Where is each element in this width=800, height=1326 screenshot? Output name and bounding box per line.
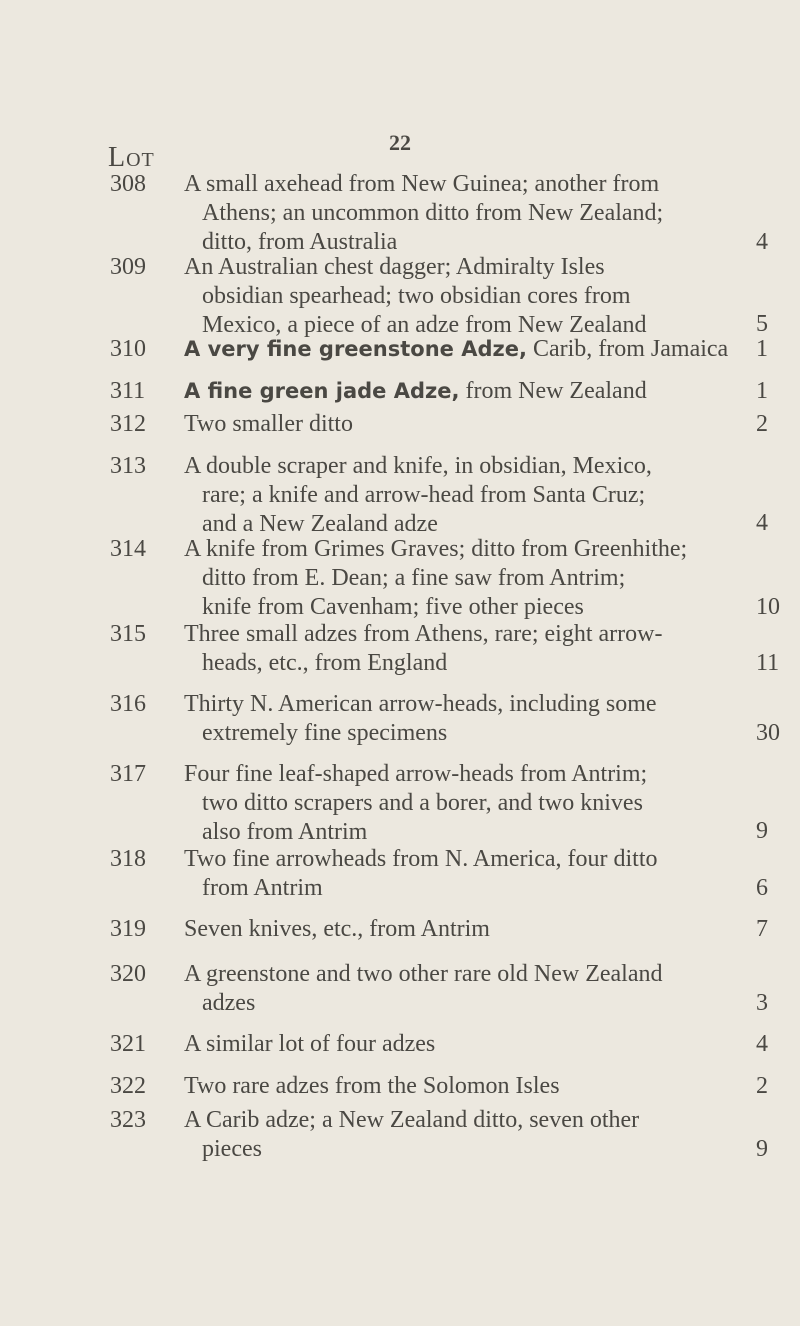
lot-number: 310 — [110, 336, 146, 362]
description-line: also from Antrim — [202, 819, 368, 845]
lot-quantity: 9 — [756, 818, 768, 844]
lot-description — [184, 1072, 729, 1101]
lot-quantity: 6 — [756, 875, 768, 901]
lot-quantity: 4 — [756, 1031, 768, 1057]
lot-description — [184, 452, 729, 539]
lot-quantity: 4 — [756, 510, 768, 536]
lot-quantity: 30 — [756, 720, 780, 746]
description-line — [184, 377, 729, 406]
description-line: obsidian spearhead; two obsidian cores from — [202, 283, 631, 309]
lot-description — [184, 845, 729, 903]
lot-number: 320 — [110, 961, 146, 987]
lot-quantity: 3 — [756, 990, 768, 1016]
description-line: A double scraper and knife, in obsidian, Mexico, — [184, 453, 652, 479]
lot-description — [184, 1106, 729, 1164]
lot-number: 323 — [110, 1107, 146, 1133]
description-line: Two smaller ditto — [184, 411, 353, 437]
description-line: extremely fine specimens — [202, 720, 448, 746]
description-line: Seven knives, etc., from Antrim — [184, 916, 490, 942]
lot-quantity: 4 — [756, 229, 768, 255]
description-line-rest: Carib, from Jamaica — [526, 336, 729, 362]
lot-description — [184, 253, 729, 340]
lot-description — [184, 535, 729, 622]
description-line: Two rare adzes from the Solomon Isles — [184, 1073, 560, 1099]
lot-entry — [0, 170, 800, 260]
lot-number: 313 — [110, 453, 146, 479]
lot-number: 309 — [110, 254, 146, 280]
lot-number: 316 — [110, 691, 146, 717]
description-line: two ditto scrapers and a borer, and two knives — [202, 790, 643, 816]
lot-entry — [0, 1106, 800, 1196]
description-line: knife from Cavenham; five other pieces — [202, 594, 584, 620]
description-line: Two fine arrowheads from N. America, four ditto — [184, 846, 658, 872]
description-line-rest: from New Zealand — [459, 378, 647, 404]
lot-description — [184, 915, 729, 944]
lot-column-heading: Lot — [108, 142, 155, 173]
lot-description — [184, 620, 729, 678]
description-line: A Carib adze; a New Zealand ditto, seven other — [184, 1107, 640, 1133]
lot-description — [184, 377, 729, 406]
lot-quantity: 11 — [756, 650, 780, 676]
description-line: pieces — [202, 1136, 262, 1162]
description-line: rare; a knife and arrow-head from Santa Cruz; — [202, 482, 646, 508]
description-line: Mexico, a piece of an adze from New Zealand — [202, 312, 647, 338]
lot-number: 308 — [110, 171, 146, 197]
description-line: adzes — [202, 990, 256, 1016]
description-line: An Australian chest dagger; Admiralty Isles — [184, 254, 605, 280]
lot-quantity: 2 — [756, 1073, 768, 1099]
description-line: A small axehead from New Guinea; another from — [184, 171, 660, 197]
description-line: and a New Zealand adze — [202, 511, 438, 537]
lot-number: 322 — [110, 1073, 146, 1099]
description-line: Three small adzes from Athens, rare; eight arrow- — [184, 621, 663, 647]
lot-description — [184, 760, 729, 847]
lot-lead-text: A very fine greenstone Adze, — [184, 337, 527, 361]
lot-number: 314 — [110, 536, 146, 562]
lot-entry — [0, 535, 800, 625]
lot-quantity: 10 — [756, 594, 780, 620]
description-line: ditto from E. Dean; a fine saw from Antrim; — [202, 565, 626, 591]
lot-quantity: 2 — [756, 411, 768, 437]
lot-description — [184, 690, 729, 748]
lot-description — [184, 335, 729, 364]
lot-number: 318 — [110, 846, 146, 872]
lot-number: 321 — [110, 1031, 146, 1057]
lot-number: 312 — [110, 411, 146, 437]
lot-quantity: 9 — [756, 1136, 768, 1162]
lot-lead-text: A fine green jade Adze, — [184, 379, 460, 403]
description-line: Athens; an uncommon ditto from New Zealand; — [202, 200, 664, 226]
description-line: Thirty N. American arrow-heads, including some — [184, 691, 657, 717]
lot-description — [184, 410, 729, 439]
lot-number: 311 — [110, 378, 146, 404]
description-line: Four fine leaf-shaped arrow-heads from Antrim; — [184, 761, 648, 787]
description-line: ditto, from Australia — [202, 229, 398, 255]
description-line: from Antrim — [202, 875, 323, 901]
lot-quantity: 1 — [756, 336, 768, 362]
description-line — [184, 335, 729, 364]
lot-description — [184, 170, 729, 257]
lot-description — [184, 1030, 729, 1059]
lot-quantity: 5 — [756, 311, 768, 337]
description-line: A similar lot of four adzes — [184, 1031, 436, 1057]
description-line: A greenstone and two other rare old New Zealand — [184, 961, 663, 987]
description-line: heads, etc., from England — [202, 650, 448, 676]
lot-number: 315 — [110, 621, 146, 647]
lot-quantity: 1 — [756, 378, 768, 404]
lot-entry — [0, 760, 800, 850]
page-number: 22 — [389, 130, 411, 155]
lot-entry — [0, 253, 800, 343]
lot-number: 317 — [110, 761, 146, 787]
lot-description — [184, 960, 729, 1018]
lot-quantity: 7 — [756, 916, 768, 942]
lot-number: 319 — [110, 916, 146, 942]
description-line: A knife from Grimes Graves; ditto from Greenhithe; — [184, 536, 688, 562]
lot-entry — [0, 452, 800, 542]
